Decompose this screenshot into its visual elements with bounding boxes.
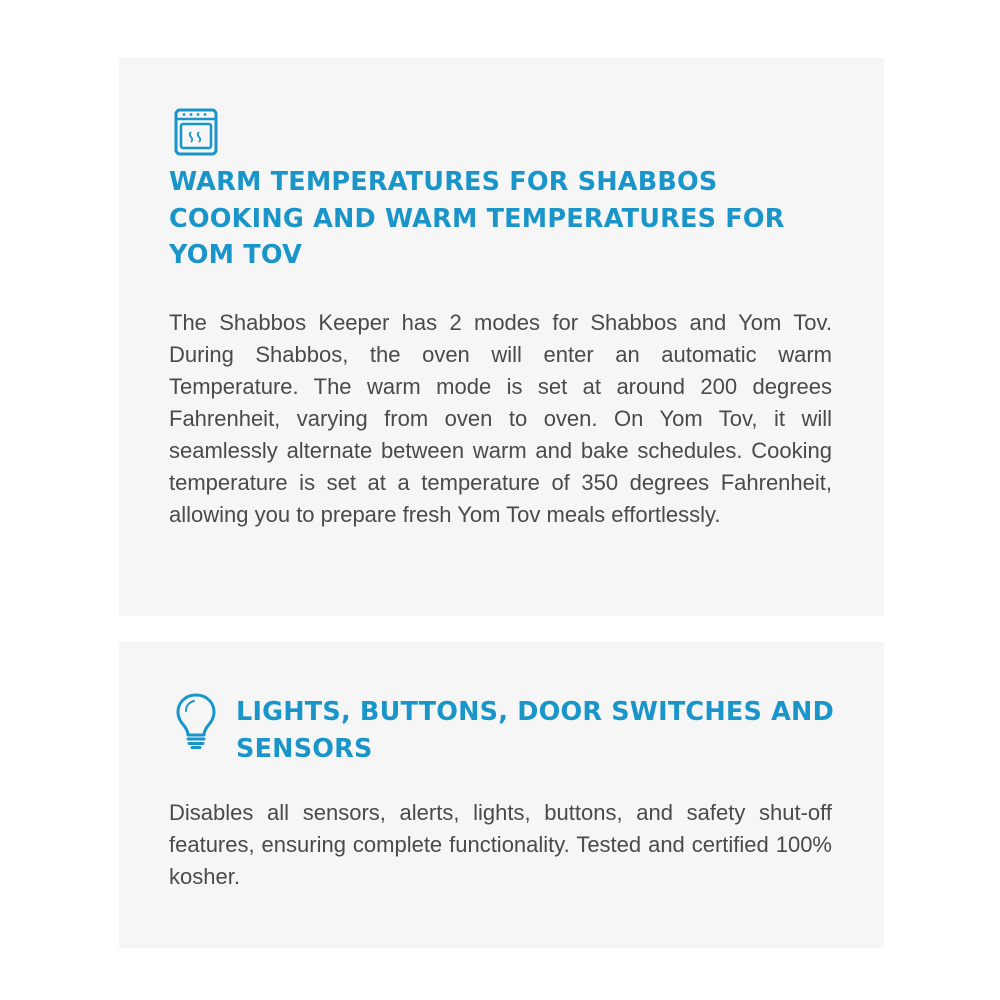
oven-icon — [174, 108, 218, 156]
section-title: LIGHTS, BUTTONS, DOOR SWITCHES AND SENSORS — [236, 697, 834, 764]
feature-card-lights-buttons — [119, 642, 884, 948]
feature-card-warm-temperatures — [119, 58, 884, 616]
section-description: Disables all sensors, alerts, lights, buttons, and safety shut-off features, ensuring complete functionality. Tested and certified 100% kosher. — [169, 800, 832, 889]
light-bulb-icon — [175, 692, 217, 750]
section-title: WARM TEMPERATURES FOR SHABBOS COOKING AND WARM TEMPERATURES FOR YOM TOV — [169, 167, 785, 270]
section-description: The Shabbos Keeper has 2 modes for Shabbos and Yom Tov. During Shabbos, the oven will enter an automatic warm Temperature. The warm mode is set at around 200 degrees Fahrenheit, varying from oven to oven. On Yom Tov, it will seamlessly alternate between warm and bake schedules. Cooking temperature is set at a temperature of 350 degrees Fahrenheit, allowing you to prepare fresh Yom Tov meals effortlessly. — [169, 310, 832, 527]
